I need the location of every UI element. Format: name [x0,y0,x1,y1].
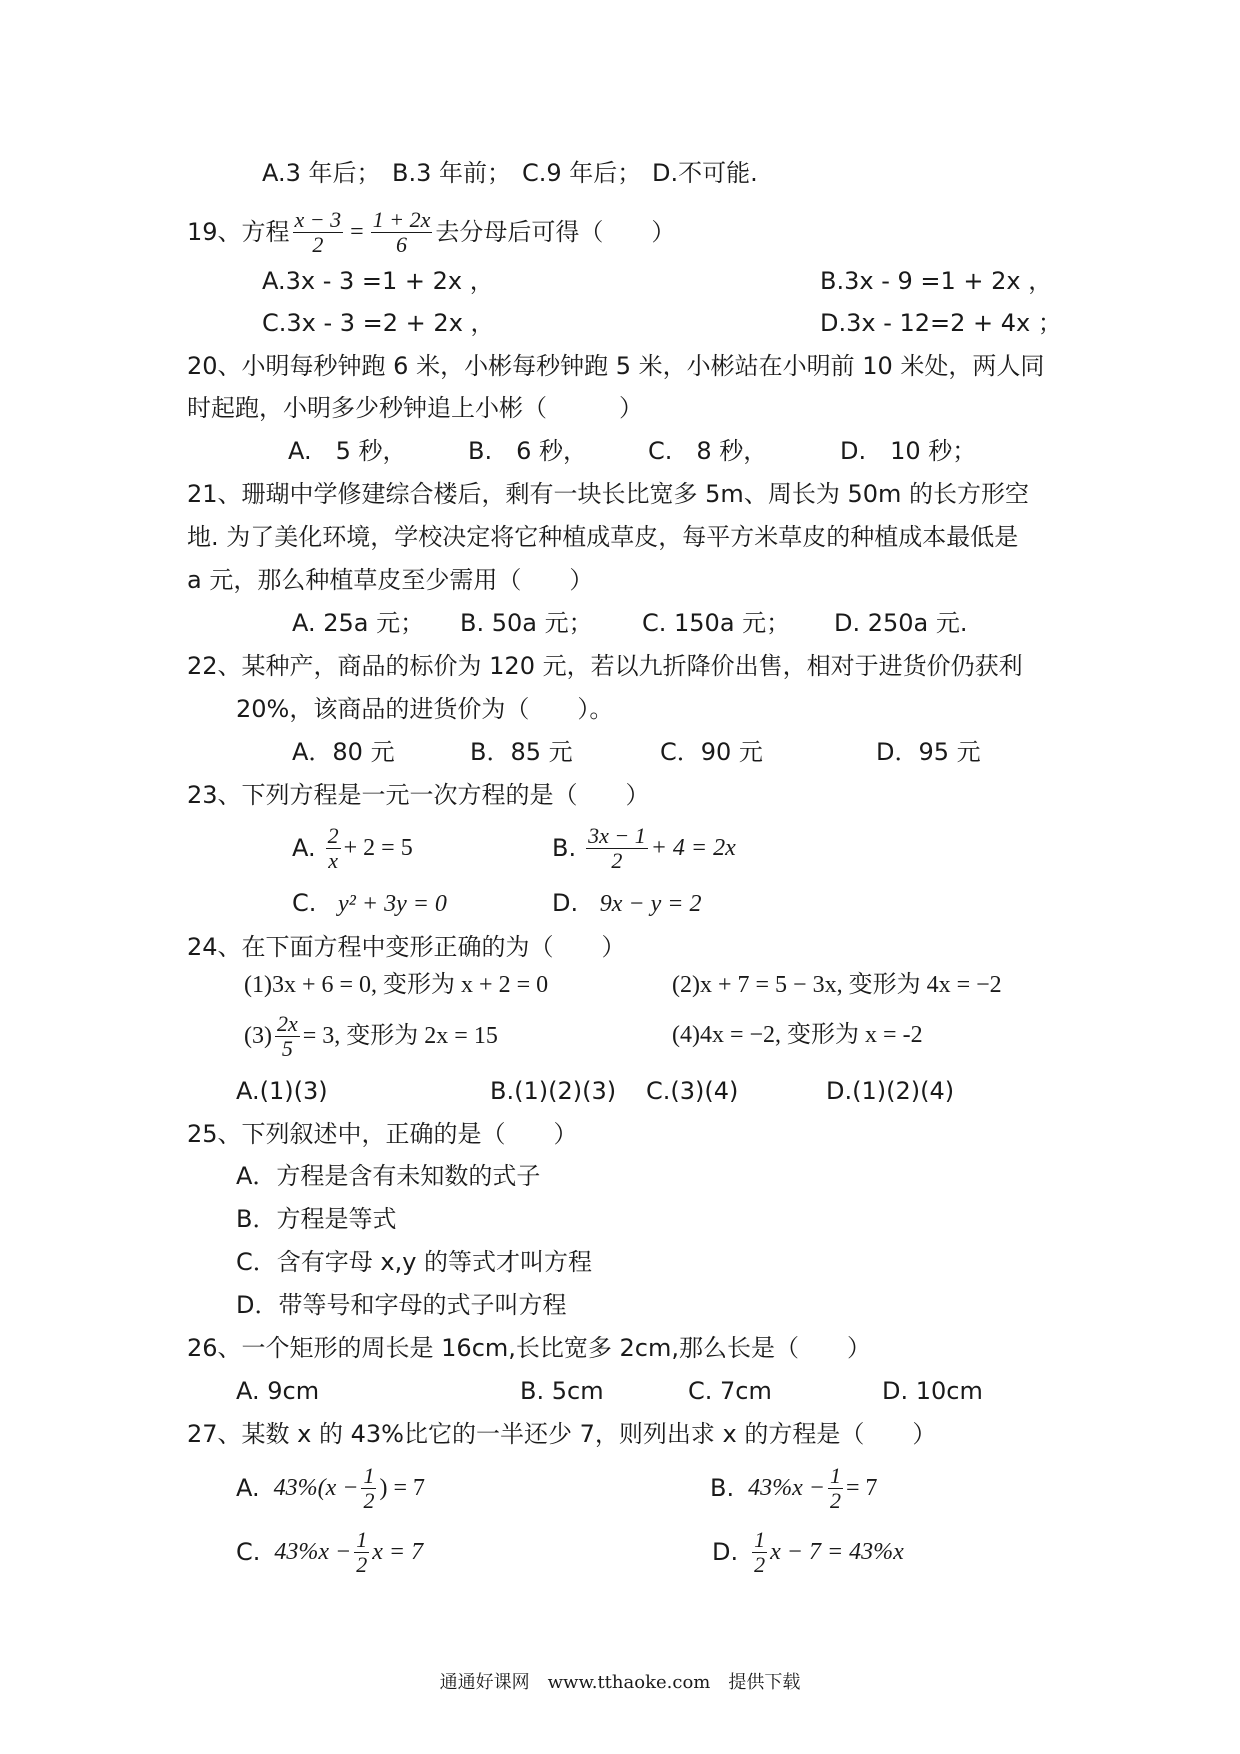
q19-equals: = [350,219,364,245]
q27-option-d-fraction [752,1528,767,1577]
q27-option-b-numerator: 1 [829,1462,841,1488]
q27-option-d-label: D. [712,1538,739,1566]
q26-option-a: A. 9cm [236,1377,320,1405]
q19-fraction-2-denominator: 6 [396,231,408,257]
q20-option-b: B. 6 秒， [468,437,587,465]
q27-option-c-pre: 43%x − [274,1539,352,1565]
q27-option-a-label: A. [236,1474,260,1502]
q23-option-a-denominator: x [328,847,338,873]
q27-option-c-numerator: 1 [356,1526,368,1552]
q25-option-b: B．方程是等式 [236,1205,397,1233]
q25-option-c: C．含有字母 x,y 的等式才叫方程 [236,1248,593,1276]
q20-option-a: A. 5 秒， [288,437,407,465]
q21-option-a: A. 25a 元； [292,609,425,637]
q21-stem-line3: a 元，那么种植草皮至少需用（ ） [187,566,594,594]
q18-option-a: A.3 年后； [262,159,381,187]
q23-option-a-rest: + 2 = 5 [343,835,413,861]
q27-option-b-pre: 43%x − [748,1475,825,1501]
q24-option-b: B.(1)(2)(3) [490,1077,617,1105]
q19-option-a: A.3x - 3 =1 + 2x ， [262,267,494,295]
q23-option-b-rest: + 4 = 2x [650,835,736,861]
q27-option-a [236,1456,425,1520]
q23-option-c-label: C. [292,889,317,917]
q27-option-b-label: B. [710,1474,735,1502]
q21-stem-line2: 地. 为了美化环境，学校决定将它种植成草皮，每平方米草皮的种植成本最低是 [187,523,1019,551]
q23-option-c-expr: y² + 3y = 0 [338,891,447,917]
q24-item-3-rest: = 3, 变形为 2x = 15 [302,1023,498,1049]
q23-option-b-numerator: 3x − 1 [588,822,646,848]
q27-option-a-pre: 43%(x − [273,1475,359,1501]
q19-fraction-1-denominator: 2 [312,231,324,257]
q23-option-b-denominator: 2 [611,847,623,873]
q27-option-a-denominator: 2 [363,1487,375,1513]
q21-stem-line1: 21、珊瑚中学修建综合楼后，剩有一块长比宽多 5m、周长为 50m 的长方形空 [187,480,1029,508]
q20-option-c: C. 8 秒， [648,437,768,465]
q25-option-d: D．带等号和字母的式子叫方程 [236,1291,567,1319]
q22-option-d: D．95 元 [876,738,981,766]
q23-option-b-label: B. [552,834,577,862]
q27-option-c-rest: x = 7 [372,1539,424,1565]
q22-option-c: C．90 元 [660,738,763,766]
q26-option-b: B. 5cm [520,1377,604,1405]
q21-option-c: C. 150a 元； [642,609,791,637]
q19-option-c: C.3x - 3 =2 + 2x ， [262,309,495,337]
q24-item-3 [244,1004,498,1068]
q27-option-b [710,1456,877,1520]
q24-item-4: (4)4x = −2, 变形为 x = -2 [672,1022,923,1048]
q19-option-d: D.3x - 12=2 + 4x ； [820,309,1062,337]
q24-item-2: (2)x + 7 = 5 − 3x, 变形为 4x = −2 [672,972,1002,998]
q25-stem: 25、下列叙述中，正确的是（ ） [187,1120,578,1148]
q24-option-d: D.(1)(2)(4) [826,1077,955,1105]
q21-option-b: B. 50a 元； [460,609,593,637]
q27-option-d [712,1520,904,1584]
q24-item-3-numerator: 2x [276,1010,298,1036]
q24-option-a: A.(1)(3) [236,1077,328,1105]
q19-fraction-1 [293,208,344,257]
q25-option-a: A．方程是含有未知数的式子 [236,1162,541,1190]
q18-option-d: D.不可能. [652,159,758,187]
q27-option-b-rest: = 7 [845,1475,878,1501]
q18-option-c: C.9 年后； [522,159,642,187]
q19-stem-suffix: 去分母后可得（ ） [435,218,676,246]
q27-option-a-numerator: 1 [363,1462,375,1488]
q27-option-c-label: C. [236,1538,261,1566]
q27-option-c-denominator: 2 [356,1551,368,1577]
q24-item-3-denominator: 5 [281,1035,293,1061]
q27-option-c [236,1520,423,1584]
q20-stem-line2: 时起跑，小明多少秒钟追上小彬（ ） [187,394,643,422]
q26-option-d: D. 10cm [882,1377,983,1405]
q23-option-a [292,816,413,880]
q22-stem-line2: 20%，该商品的进货价为（ ）。 [236,695,614,723]
q23-option-c [292,888,447,919]
q20-option-d: D. 10 秒； [840,437,977,465]
q27-option-d-denominator: 2 [754,1551,766,1577]
q24-option-c: C.(3)(4) [646,1077,739,1105]
q22-option-a: A．80 元 [292,738,395,766]
q19-option-b: B.3x - 9 =1 + 2x ， [820,267,1053,295]
q23-option-d [552,888,701,919]
q19-stem-prefix: 19、方程 [187,218,290,246]
q22-option-b: B．85 元 [470,738,573,766]
q27-option-d-rest: x − 7 = 43%x [770,1539,904,1565]
q26-stem: 26、一个矩形的周长是 16cm,长比宽多 2cm,那么长是（ ） [187,1334,872,1362]
q23-option-d-expr: 9x − y = 2 [599,891,702,917]
q27-stem: 27、某数 x 的 43%比它的一半还少 7，则列出求 x 的方程是（ ） [187,1420,937,1448]
q27-option-c-fraction [354,1528,369,1577]
q23-stem: 23、下列方程是一元一次方程的是（ ） [187,781,650,809]
q24-item-3-prefix: (3) [244,1023,272,1049]
q26-option-c: C. 7cm [688,1377,772,1405]
q19-fraction-2 [371,208,433,257]
q27-option-b-fraction [828,1464,843,1513]
q24-item-1: (1)3x + 6 = 0, 变形为 x + 2 = 0 [244,972,549,998]
q19-fraction-1-numerator: x − 3 [294,206,342,232]
q23-option-b-fraction [586,824,648,873]
q27-option-a-fraction [361,1464,376,1513]
q22-stem-line1: 22、某种产，商品的标价为 120 元，若以九折降价出售，相对于进货价仍获利 [187,652,1023,680]
q21-option-d: D. 250a 元. [834,609,968,637]
q27-option-a-rest: ) = 7 [379,1475,425,1501]
page-footer: 通通好课网 www.tthaoke.com 提供下载 [439,1672,801,1693]
q23-option-a-numerator: 2 [327,822,339,848]
q23-option-a-fraction [326,824,341,873]
q23-option-d-label: D. [552,889,579,917]
q23-option-a-label: A. [292,834,316,862]
q23-option-b [552,816,736,880]
q24-item-3-fraction [275,1012,300,1061]
q19-stem [187,200,675,264]
q18-option-b: B.3 年前； [392,159,511,187]
q24-stem: 24、在下面方程中变形正确的为（ ） [187,933,626,961]
q19-fraction-2-numerator: 1 + 2x [372,206,431,232]
q27-option-b-denominator: 2 [829,1487,841,1513]
q20-stem-line1: 20、小明每秒钟跑 6 米，小彬每秒钟跑 5 米，小彬站在小明前 10 米处，两人同 [187,352,1045,380]
q27-option-d-numerator: 1 [754,1526,766,1552]
